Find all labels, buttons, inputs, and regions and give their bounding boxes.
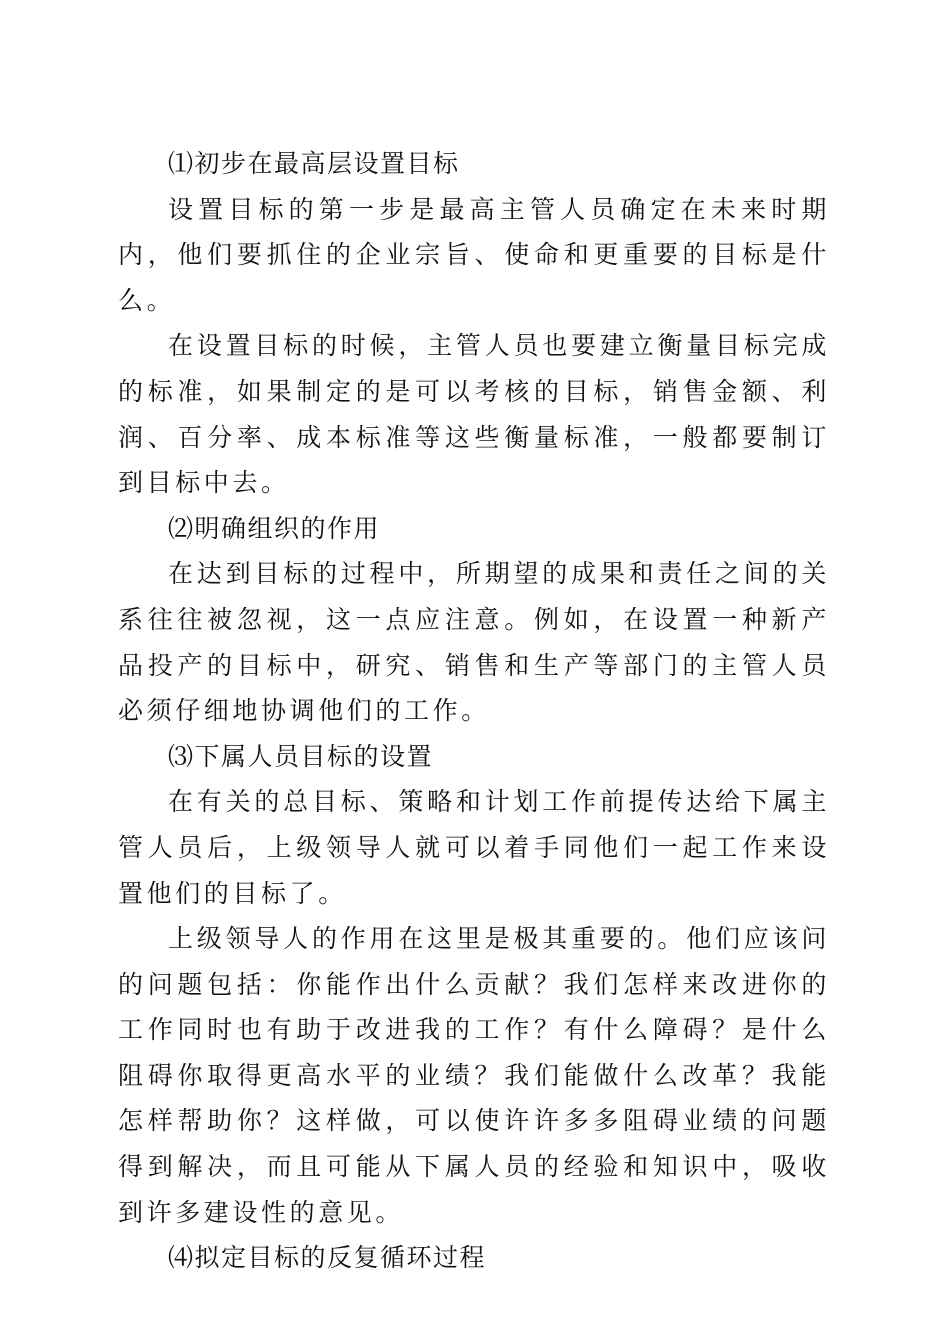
paragraph-2: 在设置目标的时候，主管人员也要建立衡量目标完成的标准，如果制定的是可以考核的目标，销售金额、利润、百分率、成本标准等这些衡量标准，一般都要制订到目标中去。 (118, 331, 830, 498)
section-heading-3: ⑶下属人员目标的设置 (168, 741, 434, 771)
paragraph-4: 在有关的总目标、策略和计划工作前提传达给下属主管人员后，上级领导人就可以着手同他们一起工作来设置他们的目标了。 (118, 787, 830, 908)
document-body (118, 141, 830, 1281)
paragraph-5: 上级领导人的作用在这里是极其重要的。他们应该问的问题包括：你能作出什么贡献？我们怎样来改进你的工作同时也有助于改进我的工作？有什么障碍？是什么阻碍你取得更高水平的业绩？我们能做什么改革？我能怎样帮助你？这样做，可以使许许多多阻碍业绩的问题得到解决，而且可能从下属人员的经验和知识中，吸收到许多建设性的意见。 (118, 924, 830, 1227)
paragraph-3: 在达到目标的过程中，所期望的成果和责任之间的关系往往被忽视，这一点应注意。例如，在设置一种新产品投产的目标中，研究、销售和生产等部门的主管人员必须仔细地协调他们的工作。 (118, 559, 830, 726)
section-heading-1: ⑴初步在最高层设置目标 (168, 149, 460, 178)
paragraph-1: 设置目标的第一步是最高主管人员确定在未来时期内，他们要抓住的企业宗旨、使命和更重要的目标是什么。 (118, 194, 830, 315)
section-heading-2: ⑵明确组织的作用 (168, 513, 381, 543)
section-heading-4: ⑷拟定目标的反复循环过程 (168, 1243, 487, 1273)
